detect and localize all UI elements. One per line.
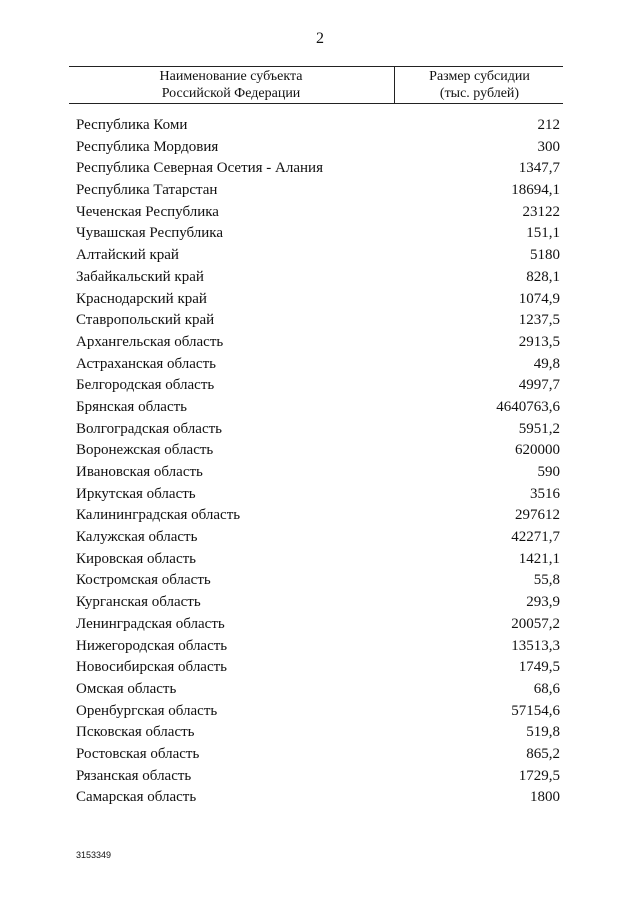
subsidy-amount: 42271,7	[511, 529, 560, 546]
table-row	[76, 766, 560, 788]
subject-name: Архангельская область	[76, 333, 224, 350]
table-row	[76, 180, 560, 202]
subject-name: Республика Северная Осетия - Алания	[76, 160, 323, 177]
column-header-subject	[69, 67, 393, 103]
table-row	[76, 722, 560, 744]
subsidy-amount: 151,1	[526, 225, 560, 242]
subject-name: Волгоградская область	[76, 420, 222, 437]
subject-name: Белгородская область	[76, 377, 215, 394]
table-row	[76, 289, 560, 311]
table-row	[76, 440, 560, 462]
table-row	[76, 701, 560, 723]
subsidy-amount: 1421,1	[518, 550, 560, 567]
subject-name: Омская область	[76, 680, 177, 697]
table-row	[76, 505, 560, 527]
subsidy-amount: 4997,7	[518, 377, 560, 394]
subsidy-amount: 23122	[522, 203, 560, 220]
subsidy-amount: 13513,3	[511, 637, 560, 654]
subsidy-amount: 49,8	[533, 355, 560, 372]
subject-name: Костромская область	[76, 572, 211, 589]
table-row	[76, 202, 560, 224]
subject-name: Кировская область	[76, 550, 197, 567]
table-row	[76, 419, 560, 441]
subsidy-amount: 1749,5	[518, 659, 560, 676]
subsidy-amount: 212	[537, 117, 560, 133]
table-row	[76, 267, 560, 289]
subsidy-amount: 18694,1	[511, 182, 560, 199]
subject-name: Астраханская область	[76, 355, 216, 372]
table-row	[76, 527, 560, 549]
subject-name: Рязанская область	[76, 767, 192, 784]
table-row	[76, 245, 560, 267]
table-row	[76, 636, 560, 658]
subsidy-amount: 620000	[515, 442, 560, 459]
table-row	[76, 158, 560, 180]
table-row	[76, 657, 560, 679]
subsidy-amount: 590	[537, 464, 560, 480]
subsidy-amount: 300	[537, 138, 560, 155]
page-number: 2	[316, 30, 324, 47]
subject-name: Республика Коми	[76, 117, 188, 133]
subject-name: Псковская область	[76, 724, 195, 741]
table-row	[76, 115, 560, 137]
subsidy-amount: 828,1	[526, 268, 560, 285]
subject-name: Краснодарский край	[76, 290, 207, 307]
column-header-subsidy	[394, 67, 564, 103]
subject-name: Оренбургская область	[76, 702, 218, 719]
table-body	[76, 115, 560, 809]
column-header-subsidy-line2: (тыс. рублей)	[439, 86, 520, 101]
subject-name: Нижегородская область	[76, 637, 228, 654]
subject-name: Курганская область	[76, 594, 201, 611]
table-row	[76, 354, 560, 376]
subsidy-amount: 1729,5	[518, 767, 560, 784]
subsidy-amount: 1237,5	[518, 312, 560, 329]
subject-name: Ивановская область	[76, 464, 203, 480]
column-header-subsidy-line1: Размер субсидии	[429, 69, 530, 84]
subsidy-amount: 55,8	[533, 572, 560, 589]
subject-name: Ставропольский край	[76, 312, 215, 329]
subsidy-amount: 1074,9	[518, 290, 560, 307]
table-row	[76, 137, 560, 159]
table-row	[76, 310, 560, 332]
subject-name: Воронежская область	[76, 442, 214, 459]
column-header-subject-line1: Наименование субъекта	[159, 69, 303, 84]
subsidy-amount: 68,6	[533, 680, 560, 697]
subsidy-amount: 4640763,6	[496, 398, 560, 415]
table-row	[76, 744, 560, 766]
subsidy-amount: 293,9	[526, 594, 560, 611]
subject-name: Чеченская Республика	[76, 203, 219, 220]
subsidy-amount: 865,2	[526, 745, 560, 762]
subject-name: Республика Мордовия	[76, 138, 219, 155]
subject-name: Алтайский край	[76, 247, 179, 264]
subject-name: Новосибирская область	[76, 659, 228, 676]
table-row	[76, 375, 560, 397]
subject-name: Калужская область	[76, 529, 198, 546]
table-row	[76, 614, 560, 636]
subject-name: Забайкальский край	[76, 268, 204, 285]
table-row	[76, 679, 560, 701]
table-row	[76, 397, 560, 419]
table-row	[76, 549, 560, 571]
subsidy-amount: 519,8	[526, 724, 560, 741]
table-row	[76, 570, 560, 592]
subsidy-amount: 3516	[530, 485, 560, 502]
subject-name: Брянская область	[76, 398, 188, 415]
subsidy-amount: 20057,2	[511, 615, 560, 632]
subsidy-amount: 297612	[515, 507, 560, 524]
subsidy-amount: 1800	[530, 789, 560, 806]
subsidy-amount: 5180	[530, 247, 560, 264]
table-row	[76, 223, 560, 245]
subsidy-amount: 1347,7	[518, 160, 560, 177]
subject-name: Иркутская область	[76, 485, 196, 502]
subject-name: Ленинградская область	[76, 615, 225, 632]
subject-name: Ростовская область	[76, 745, 200, 762]
column-header-subject-line2: Российской Федерации	[161, 86, 301, 101]
subject-name: Калининградская область	[76, 507, 241, 524]
table-row	[76, 787, 560, 809]
table-row	[76, 484, 560, 506]
subject-name: Чувашская Республика	[76, 225, 224, 242]
table-header	[69, 66, 563, 104]
table-row	[76, 332, 560, 354]
subject-name: Республика Татарстан	[76, 182, 218, 199]
table-row	[76, 592, 560, 614]
subsidy-amount: 5951,2	[518, 420, 560, 437]
subsidy-amount: 57154,6	[511, 702, 560, 719]
subsidy-amount: 2913,5	[518, 333, 560, 350]
table-row	[76, 462, 560, 484]
subject-name: Самарская область	[76, 789, 197, 806]
document-code: 3153349	[76, 850, 112, 860]
